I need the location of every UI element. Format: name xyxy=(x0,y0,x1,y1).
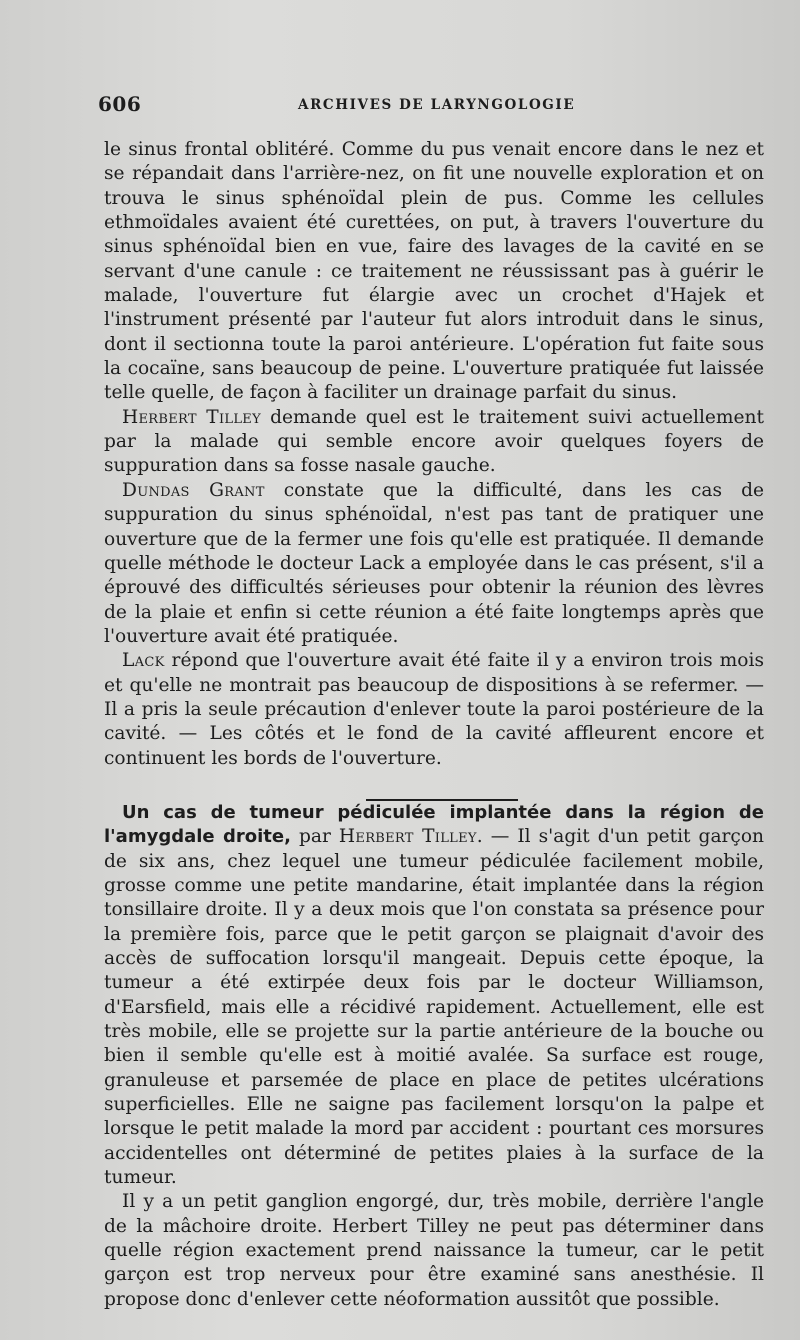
paragraph-text: demande quel est le traitement suivi actuellement par la malade qui semble encore avoir quelques foyers de suppuration dans sa fosse nasale gauche. xyxy=(104,406,764,477)
paragraph-continued xyxy=(104,138,764,406)
speaker-name: Lack xyxy=(122,650,165,672)
article-author: Herbert Tilley xyxy=(338,826,477,848)
page-number: 606 xyxy=(98,92,142,116)
article-text: . — Il s'agit d'un petit garçon de six ans, chez lequel une tumeur pédiculée facilement mobile, grosse comme une petite mandarine, était implantée dans la région tonsillaire droite. Il y a deux mois que l'on constata sa présence pour la première fois, parce que le petit garçon se plaignait d'avoir des accès de suffocation lorsqu'il mangeait. Depuis cette époque, la tumeur a été extirpée deux fois par le docteur Williamson, d'Earsfield, mais elle a récidivé rapidement. Actuellement, elle est très mobile, elle se projette sur la partie antérieure de la bouche ou bien il semble qu'elle est à moitié avalée. Sa surface est rouge, granuleuse et parsemée de place en place de petites ulcérations superficielles. Elle ne saigne pas facilement lorsqu'on la palpe et lorsque le petit malade la mord par accident : pourtant ces morsures accidentelles ont déterminé de petites plaies à la surface de la tumeur. xyxy=(104,826,764,1189)
paragraph-text: répond que l'ouverture avait été faite il y a environ trois mois et qu'elle ne montrait pas beaucoup de dispositions à se refermer. — Il a pris la seule précaution d'enlever toute la paroi postérieure de la cavité. — Les côtés et le fond de la cavité affleurent encore et continuent les bords de l'ouverture. xyxy=(104,650,764,769)
article-text: Il y a un petit ganglion engorgé, dur, très mobile, derrière l'angle de la mâchoire droite. Herbert Tilley ne peut pas déterminer dans quelle région exactement prend naissance la tumeur, car le petit garçon est trop nerveux pour être examiné sans anesthésie. Il propose donc d'enlever cette néoformation aussitôt que possible. xyxy=(104,1191,764,1310)
article-by: par xyxy=(290,826,339,848)
paragraph-grant-remark xyxy=(104,479,764,649)
page-body xyxy=(104,138,764,1312)
speaker-name: Dundas Grant xyxy=(122,479,265,501)
page-header xyxy=(98,92,658,116)
paragraph-text: le sinus frontal oblitéré. Comme du pus venait encore dans le nez et se répandait dans l'arrière-nez, on fit une nouvelle exploration et on trouva le sinus sphénoïdal plein de pus. Comme les cellules ethmoïdales avaient été curettées, on put, à travers l'ouverture du sinus sphénoïdal bien en vue, faire des lavages de la cavité en se servant d'une canule : ce traitement ne réussissant pas à guérir le malade, l'ouverture fut élargie avec un crochet d'Hajek et l'instrument présenté par l'auteur fut alors introduit dans le sinus, dont il sectionna toute la paroi antérieure. L'opération fut faite sous la cocaïne, sans beaucoup de peine. L'ouverture pratiquée fut laissée telle quelle, de façon à faciliter un drainage parfait du sinus. xyxy=(104,139,764,404)
paragraph-lack-reply xyxy=(104,649,764,771)
paragraph-tilley-question xyxy=(104,406,764,479)
article-paragraph xyxy=(104,801,764,1191)
article-paragraph-2 xyxy=(104,1190,764,1312)
speaker-name: Herbert Tilley xyxy=(122,406,261,428)
running-title: ARCHIVES DE LARYNGOLOGIE xyxy=(298,97,576,113)
paragraph-text: constate que la difficulté, dans les cas de suppuration du sinus sphénoïdal, n'est pas tant de pratiquer une ouverture que de la fermer une fois qu'elle est pratiquée. Il demande quelle méthode le docteur Lack a employée dans le cas présent, s'il a éprouvé des difficultés sérieuses pour obtenir la réunion des lèvres de la plaie et enfin si cette réunion a été faite longtemps après que l'ouverture avait été pratiquée. xyxy=(104,479,764,647)
article-title: Un cas de tumeur pédiculée implantée dans la région de l'amygdale droite, xyxy=(104,801,764,848)
